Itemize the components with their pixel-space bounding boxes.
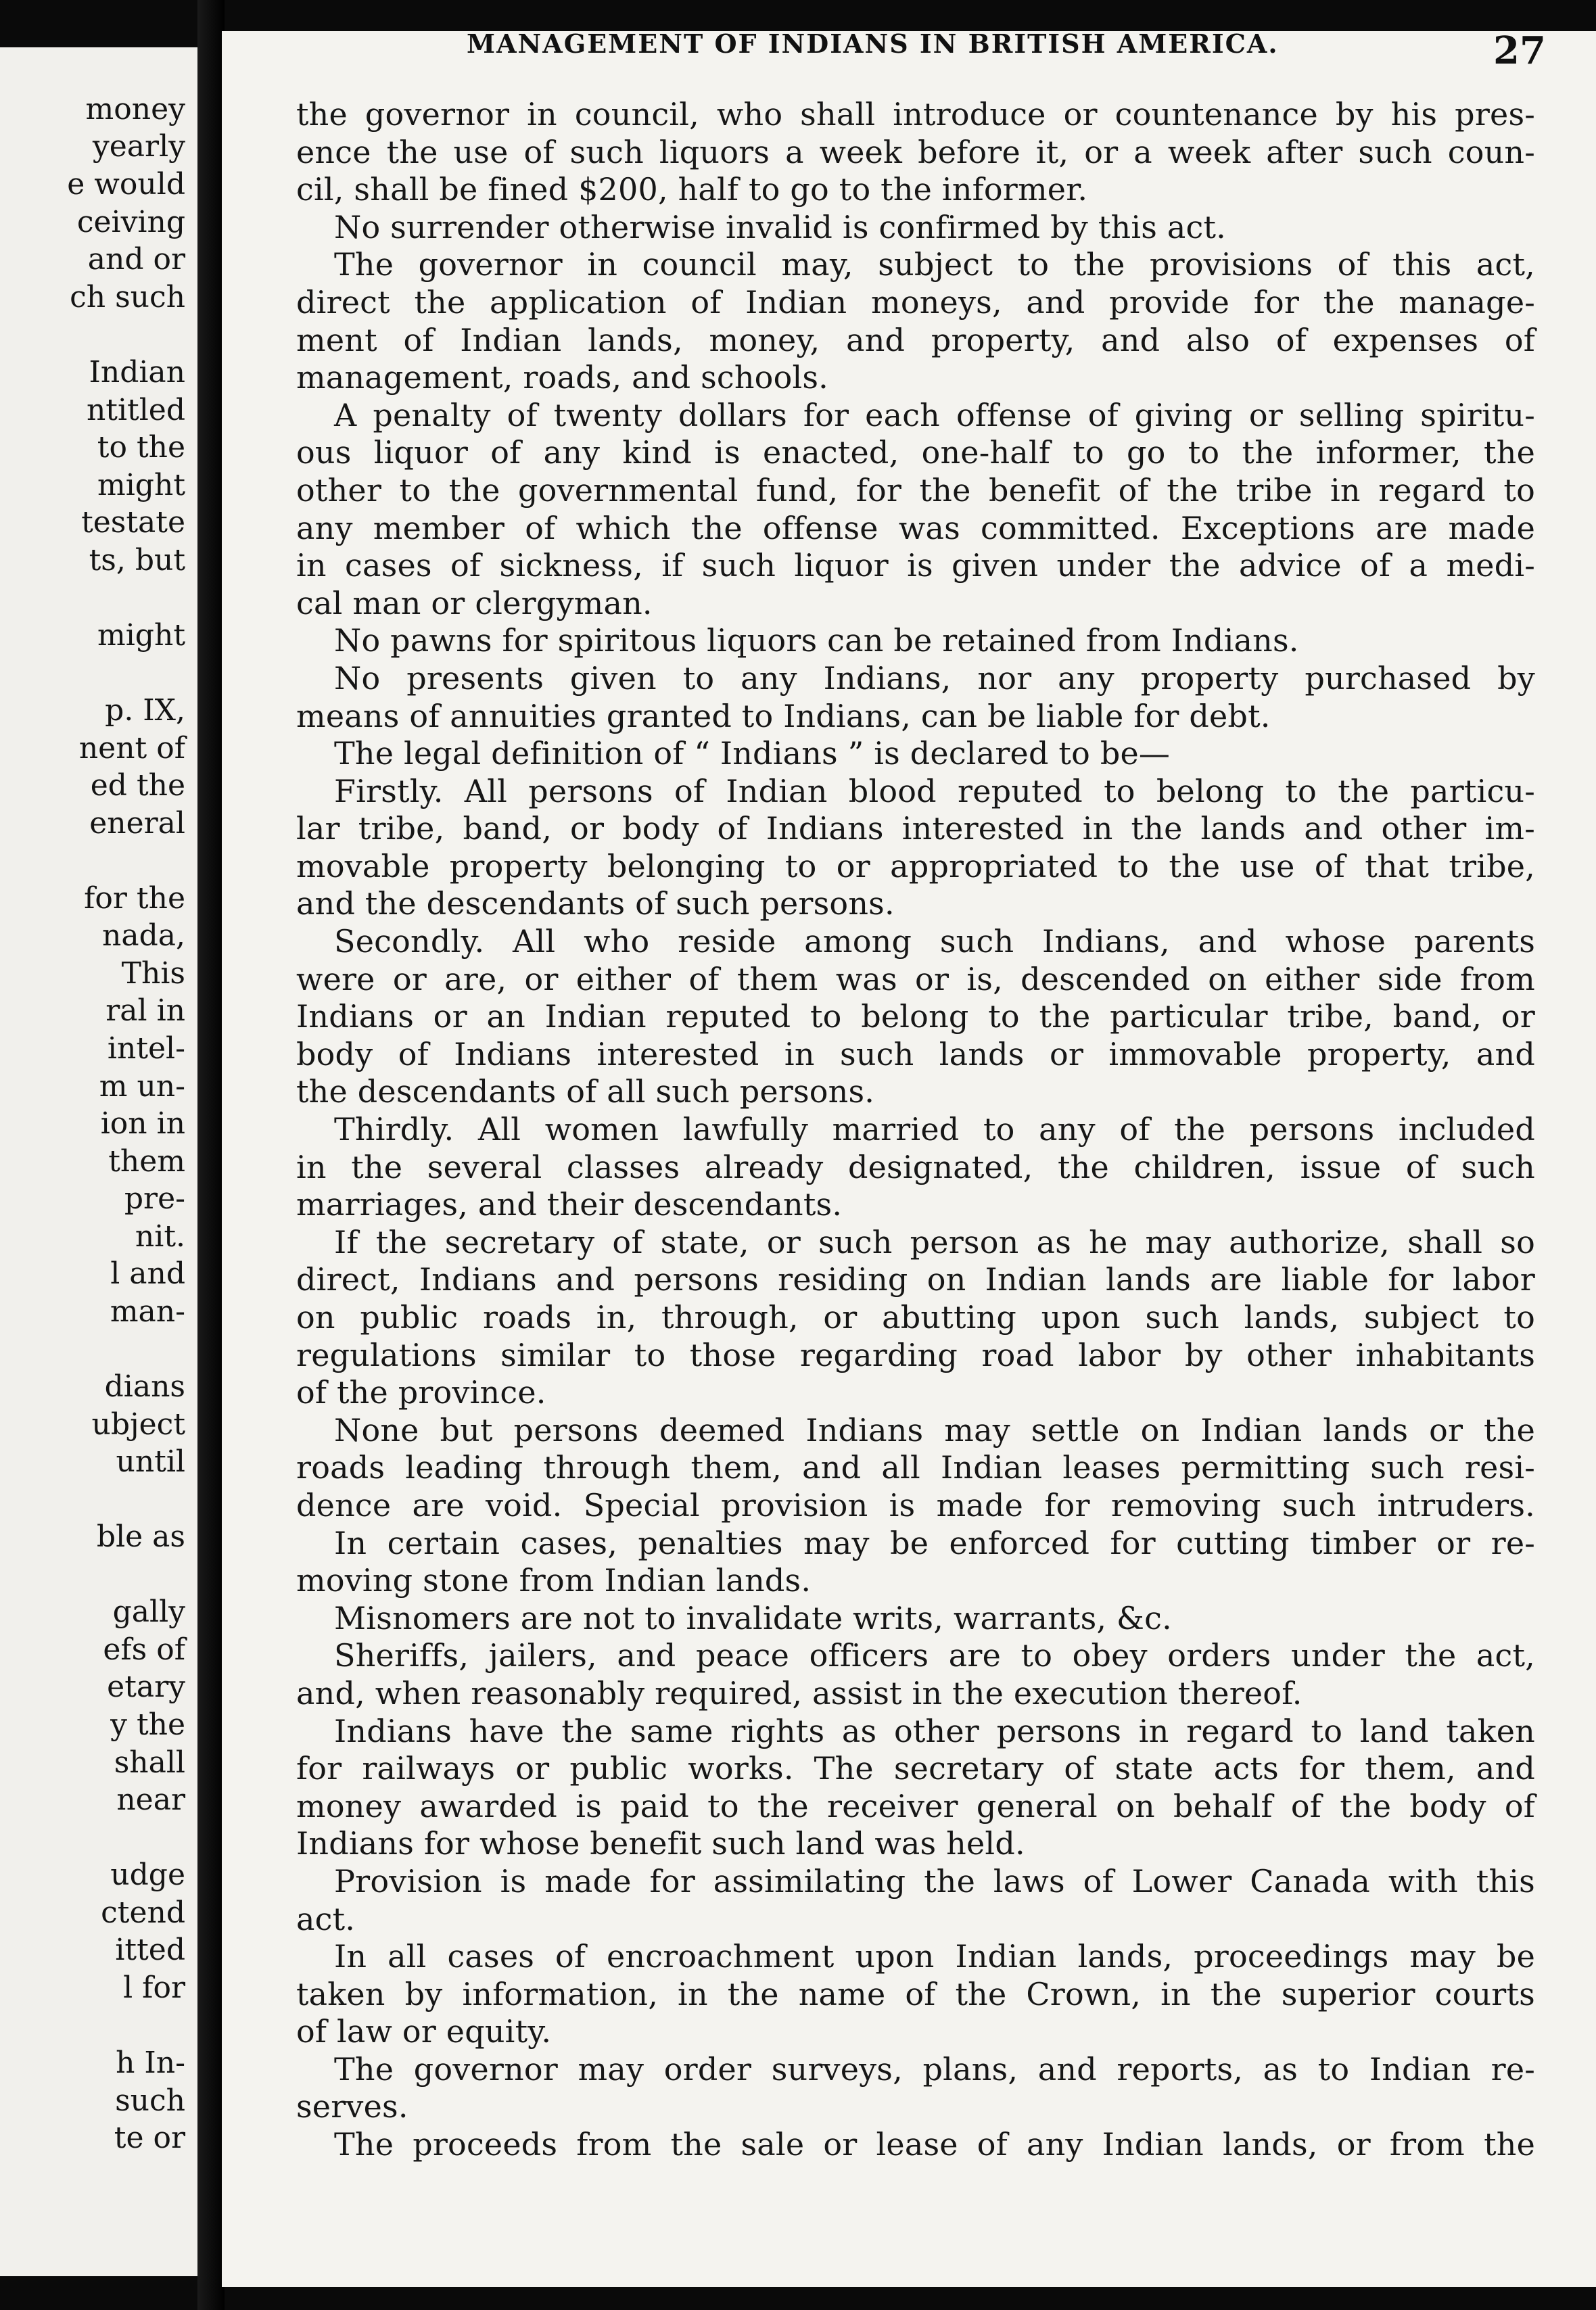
left-fragment: ts, but bbox=[89, 543, 185, 578]
text-line: marriages, and their descendants. bbox=[296, 1186, 843, 1223]
left-fragment: y the bbox=[110, 1707, 185, 1742]
text-line: The proceeds from the sale or lease of any Indian lands, or from the bbox=[334, 2126, 1535, 2163]
text-line: cil, shall be fined $200, half to go to the informer. bbox=[296, 171, 1088, 208]
body-text bbox=[296, 96, 1535, 2164]
text-line: of law or equity. bbox=[296, 2013, 552, 2050]
text-line: any member of which the offense was committed. Exceptions are made bbox=[296, 509, 1535, 546]
left-fragment: p. IX, bbox=[105, 693, 185, 728]
text-line: Indians or an Indian reputed to belong to the particular tribe, band, or bbox=[296, 998, 1535, 1035]
text-line: movable property belonging to or appropriated to the use of that tribe, bbox=[296, 847, 1535, 885]
text-line: money awarded is paid to the receiver general on behalf of the body of bbox=[296, 1787, 1535, 1824]
left-fragment: testate bbox=[81, 505, 185, 540]
text-line: A penalty of twenty dollars for each offense of giving or selling spiritu- bbox=[334, 396, 1535, 433]
text-line: taken by information, in the name of the Crown, in the superior courts bbox=[296, 1975, 1535, 2012]
left-fragment: such bbox=[115, 2083, 185, 2118]
running-head: MANAGEMENT OF INDIANS IN BRITISH AMERICA. bbox=[467, 31, 1279, 59]
left-fragment: Indian bbox=[89, 355, 185, 390]
page-number: 27 bbox=[1493, 31, 1546, 73]
text-line: management, roads, and schools. bbox=[296, 359, 829, 396]
left-fragment: ubject bbox=[91, 1407, 185, 1442]
text-line: The legal definition of “ Indians ” is declared to be— bbox=[334, 735, 1171, 772]
left-fragment: might bbox=[97, 468, 185, 502]
text-line: Misnomers are not to invalidate writs, warrants, &c. bbox=[334, 1599, 1172, 1636]
right-page bbox=[222, 31, 1596, 2287]
left-fragment: money bbox=[85, 92, 185, 126]
text-line: the governor in council, who shall introduce or countenance by his pres- bbox=[296, 96, 1535, 133]
text-line: Indians for whose benefit such land was held. bbox=[296, 1825, 1025, 1862]
left-fragment: ion in bbox=[100, 1106, 185, 1141]
text-line: direct, Indians and persons residing on Indian lands are liable for labor bbox=[296, 1261, 1535, 1298]
left-fragment: dians bbox=[104, 1369, 185, 1404]
left-fragment: This bbox=[121, 956, 185, 991]
text-line: No surrender otherwise invalid is confirmed by this act. bbox=[334, 208, 1226, 245]
text-line: on public roads in, through, or abutting upon such lands, subject to bbox=[296, 1299, 1535, 1336]
left-fragment: nent of bbox=[78, 731, 185, 765]
text-line: body of Indians interested in such lands or immovable property, and bbox=[296, 1035, 1535, 1072]
text-line: lar tribe, band, or body of Indians interested in the lands and other im- bbox=[296, 810, 1535, 847]
text-line: No presents given to any Indians, nor any property purchased by bbox=[334, 659, 1535, 697]
left-fragment: might bbox=[97, 618, 185, 653]
left-fragment: until bbox=[116, 1444, 185, 1479]
text-line: roads leading through them, and all Indian leases permitting such resi- bbox=[296, 1449, 1535, 1486]
left-fragment: yearly bbox=[92, 129, 185, 164]
text-line: No pawns for spiritous liquors can be retained from Indians. bbox=[334, 622, 1299, 659]
left-fragment: h In- bbox=[116, 2046, 185, 2080]
text-line: ment of Indian lands, money, and property, and also of expenses of bbox=[296, 321, 1535, 358]
left-fragment: nit. bbox=[135, 1219, 185, 1254]
text-line: If the secretary of state, or such person as he may authorize, shall so bbox=[334, 1223, 1535, 1260]
page-header bbox=[222, 31, 1596, 73]
left-fragment: near bbox=[116, 1783, 185, 1817]
left-fragment: nada, bbox=[102, 918, 185, 953]
text-line: cal man or clergyman. bbox=[296, 584, 653, 621]
text-line: ence the use of such liquors a week before it, or a week after such coun- bbox=[296, 133, 1535, 170]
text-line: direct the application of Indian moneys, and provide for the manage- bbox=[296, 283, 1535, 321]
left-fragment: shall bbox=[114, 1745, 185, 1780]
left-fragment: efs of bbox=[103, 1632, 185, 1667]
text-line: for railways or public works. The secretary of state acts for them, and bbox=[296, 1750, 1535, 1787]
text-line: The governor in council may, subject to the provisions of this act, bbox=[334, 246, 1535, 283]
text-line: None but persons deemed Indians may settle on Indian lands or the bbox=[334, 1411, 1535, 1448]
left-fragment: l and bbox=[110, 1256, 185, 1291]
left-fragment: ntitled bbox=[86, 393, 185, 427]
text-line: moving stone from Indian lands. bbox=[296, 1562, 812, 1599]
left-fragment: l for bbox=[123, 1971, 185, 2005]
left-fragment: eneral bbox=[89, 806, 185, 841]
text-line: In all cases of encroachment upon Indian lands, proceedings may be bbox=[334, 1938, 1535, 1975]
text-line: of the province. bbox=[296, 1374, 546, 1411]
text-line: Secondly. All who reside among such Indians, and whose parents bbox=[334, 923, 1535, 960]
text-line: act. bbox=[296, 1900, 356, 1937]
left-fragment: e would bbox=[67, 167, 185, 202]
left-page bbox=[0, 47, 197, 2276]
text-line: Indians have the same rights as other persons in regard to land taken bbox=[334, 1712, 1535, 1749]
left-fragment: etary bbox=[107, 1670, 185, 1704]
text-line: In certain cases, penalties may be enforced for cutting timber or re- bbox=[334, 1524, 1535, 1561]
text-line: in the several classes already designated, the children, issue of such bbox=[296, 1148, 1535, 1185]
left-fragment: udge bbox=[110, 1858, 185, 1892]
left-fragment: ed the bbox=[90, 768, 185, 803]
text-line: Thirdly. All women lawfully married to any of the persons included bbox=[334, 1111, 1535, 1148]
left-fragment: te or bbox=[114, 2121, 185, 2155]
text-line: Firstly. All persons of Indian blood reputed to belong to the particu- bbox=[334, 772, 1535, 809]
left-fragment: ble as bbox=[96, 1519, 185, 1554]
left-fragment: man- bbox=[110, 1294, 185, 1329]
text-line: serves. bbox=[296, 2088, 408, 2125]
left-fragment: ral in bbox=[105, 993, 185, 1028]
text-line: ous liquor of any kind is enacted, one-half to go to the informer, the bbox=[296, 434, 1535, 471]
left-fragment: pre- bbox=[124, 1181, 185, 1216]
left-fragment: ceiving bbox=[76, 205, 185, 239]
left-fragment: itted bbox=[115, 1933, 185, 1967]
text-line: and the descendants of such persons. bbox=[296, 885, 895, 922]
left-fragment: intel- bbox=[107, 1031, 185, 1066]
left-fragment: gally bbox=[112, 1595, 185, 1629]
text-line: in cases of sickness, if such liquor is given under the advice of a medi- bbox=[296, 547, 1535, 584]
text-line: regulations similar to those regarding road labor by other inhabitants bbox=[296, 1336, 1535, 1373]
left-fragment: them bbox=[108, 1144, 185, 1179]
text-line: were or are, or either of them was or is, descended on either side from bbox=[296, 960, 1535, 997]
text-line: The governor may order surveys, plans, and reports, as to Indian re- bbox=[334, 2050, 1535, 2088]
text-line: Sheriffs, jailers, and peace officers are to obey orders under the act, bbox=[334, 1637, 1535, 1674]
left-fragment: ch such bbox=[70, 280, 185, 314]
text-line: means of annuities granted to Indians, can be liable for debt. bbox=[296, 697, 1271, 734]
book-gutter bbox=[197, 0, 225, 2310]
text-line: other to the governmental fund, for the benefit of the tribe in regard to bbox=[296, 471, 1535, 509]
left-fragment: for the bbox=[84, 881, 185, 916]
left-fragment: and or bbox=[87, 242, 185, 277]
text-line: the descendants of all such persons. bbox=[296, 1073, 875, 1110]
left-fragment: ctend bbox=[101, 1895, 185, 1930]
text-line: Provision is made for assimilating the laws of Lower Canada with this bbox=[334, 1862, 1535, 1900]
left-fragment: m un- bbox=[99, 1069, 185, 1104]
text-line: dence are void. Special provision is made for removing such intruders. bbox=[296, 1486, 1535, 1524]
text-line: and, when reasonably required, assist in the execution thereof. bbox=[296, 1674, 1302, 1712]
left-fragment: to the bbox=[97, 430, 185, 465]
